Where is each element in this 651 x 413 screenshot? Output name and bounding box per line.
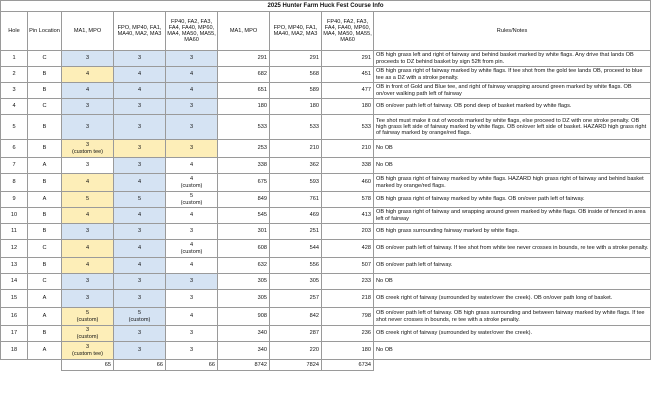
par-ma1-cell: 4: [62, 240, 114, 258]
pin-cell: A: [28, 342, 62, 360]
par-fpo-cell: 4: [114, 67, 166, 83]
length-fpo-cell: 251: [270, 224, 322, 240]
empty-cell: [28, 360, 62, 371]
length-fpo-cell: 761: [270, 192, 322, 208]
total-par-fp40: 66: [166, 360, 218, 371]
length-ma1-cell: 545: [218, 208, 270, 224]
hole-cell: 5: [1, 115, 28, 140]
par-fpo-cell: 3: [114, 140, 166, 158]
table-row: [1, 208, 651, 224]
par-fp40-cell: 3: [166, 51, 218, 67]
par-fpo-cell: 5 (custom): [114, 308, 166, 326]
pin-cell: B: [28, 83, 62, 99]
table-row: [1, 51, 651, 67]
table-row: [1, 83, 651, 99]
par-fp40-cell: 3: [166, 274, 218, 290]
pin-cell: B: [28, 326, 62, 342]
par-fp40-cell: 4: [166, 208, 218, 224]
hole-cell: 4: [1, 99, 28, 115]
table-row: [1, 274, 651, 290]
pin-cell: C: [28, 240, 62, 258]
hole-cell: 18: [1, 342, 28, 360]
notes-cell: OB on/over path left of fairway.: [374, 258, 651, 274]
length-ma1-cell: 651: [218, 83, 270, 99]
par-fp40-cell: 3: [166, 99, 218, 115]
table-row: [1, 140, 651, 158]
pin-cell: A: [28, 308, 62, 326]
par-fpo-cell: 3: [114, 158, 166, 174]
length-fp40-cell: 533: [322, 115, 374, 140]
notes-cell: OB high grass right of fairway marked by white flags. If tee shot from the gold tee lands OB, proceed to blue tee as a DZ with a stroke penalty.: [374, 67, 651, 83]
pin-cell: C: [28, 51, 62, 67]
col-header-notes: Rules/Notes: [374, 12, 651, 51]
length-fp40-cell: 236: [322, 326, 374, 342]
par-fpo-cell: 5: [114, 192, 166, 208]
par-fpo-cell: 4: [114, 208, 166, 224]
par-fp40-cell: 3: [166, 140, 218, 158]
par-ma1-cell: 3 (custom tee): [62, 140, 114, 158]
length-fpo-cell: 291: [270, 51, 322, 67]
pin-cell: A: [28, 192, 62, 208]
table-row: [1, 99, 651, 115]
hole-cell: 15: [1, 290, 28, 308]
par-ma1-cell: 3 (custom tee): [62, 342, 114, 360]
par-fpo-cell: 4: [114, 240, 166, 258]
length-fpo-cell: 533: [270, 115, 322, 140]
table-row: [1, 192, 651, 208]
par-fpo-cell: 3: [114, 342, 166, 360]
length-ma1-cell: 675: [218, 174, 270, 192]
par-fp40-cell: 4: [166, 308, 218, 326]
length-ma1-cell: 305: [218, 274, 270, 290]
length-ma1-cell: 340: [218, 326, 270, 342]
total-length-fp40: 6734: [322, 360, 374, 371]
hole-cell: 17: [1, 326, 28, 342]
par-fp40-cell: 4 (custom): [166, 240, 218, 258]
notes-cell: No OB: [374, 342, 651, 360]
empty-cell: [1, 360, 28, 371]
notes-cell: OB creek right of fairway (surrounded by water/over the creek). OB on/over path long of basket.: [374, 290, 651, 308]
par-fpo-cell: 3: [114, 99, 166, 115]
par-ma1-cell: 3 (custom): [62, 326, 114, 342]
par-fp40-cell: 3: [166, 115, 218, 140]
par-fpo-cell: 3: [114, 326, 166, 342]
par-ma1-cell: 3: [62, 158, 114, 174]
par-ma1-cell: 3: [62, 290, 114, 308]
table-row: [1, 240, 651, 258]
pin-cell: B: [28, 174, 62, 192]
hole-cell: 2: [1, 67, 28, 83]
par-fp40-cell: 3: [166, 224, 218, 240]
hole-cell: 13: [1, 258, 28, 274]
notes-cell: OB on/over path left of fairway. OB pond deep of basket marked by white flags.: [374, 99, 651, 115]
sheet-title: 2025 Hunter Farm Huck Fest Course Info: [1, 1, 651, 12]
col-header-len-fpo: FPO, MP40, FA1, MA40, MA2, MA3: [270, 12, 322, 51]
col-header-par-fp40: FP40, FA2, FA3, FA4, FA40, MP60, MA4, MA50, MA55, MA60: [166, 12, 218, 51]
total-length-ma1: 8742: [218, 360, 270, 371]
length-fpo-cell: 469: [270, 208, 322, 224]
col-header-len-ma1: MA1, MPO: [218, 12, 270, 51]
par-fp40-cell: 3: [166, 290, 218, 308]
pin-cell: B: [28, 224, 62, 240]
length-fp40-cell: 798: [322, 308, 374, 326]
length-fp40-cell: 451: [322, 67, 374, 83]
par-ma1-cell: 5 (custom): [62, 308, 114, 326]
pin-cell: B: [28, 115, 62, 140]
par-fpo-cell: 3: [114, 274, 166, 290]
pin-cell: B: [28, 67, 62, 83]
notes-cell: OB creek right of fairway (surrounded by water/over the creek).: [374, 326, 651, 342]
par-fpo-cell: 3: [114, 51, 166, 67]
par-fp40-cell: 4 (custom): [166, 174, 218, 192]
par-ma1-cell: 3: [62, 99, 114, 115]
par-fp40-cell: 4: [166, 67, 218, 83]
col-header-par-fpo: FPO, MP40, FA1, MA40, MA2, MA3: [114, 12, 166, 51]
length-fp40-cell: 218: [322, 290, 374, 308]
hole-cell: 1: [1, 51, 28, 67]
total-par-ma1: 65: [62, 360, 114, 371]
length-fpo-cell: 362: [270, 158, 322, 174]
empty-cell: [374, 360, 651, 371]
length-fp40-cell: 338: [322, 158, 374, 174]
par-fpo-cell: 4: [114, 83, 166, 99]
par-ma1-cell: 5: [62, 192, 114, 208]
length-fpo-cell: 257: [270, 290, 322, 308]
hole-cell: 7: [1, 158, 28, 174]
pin-cell: B: [28, 258, 62, 274]
par-ma1-cell: 3: [62, 51, 114, 67]
total-length-fpo: 7824: [270, 360, 322, 371]
pin-cell: A: [28, 290, 62, 308]
par-ma1-cell: 4: [62, 83, 114, 99]
table-row: [1, 258, 651, 274]
length-fp40-cell: 578: [322, 192, 374, 208]
length-fpo-cell: 180: [270, 99, 322, 115]
length-ma1-cell: 180: [218, 99, 270, 115]
col-header-pin: Pin Location: [28, 12, 62, 51]
par-fpo-cell: 4: [114, 258, 166, 274]
notes-cell: No OB: [374, 158, 651, 174]
length-fp40-cell: 413: [322, 208, 374, 224]
notes-cell: OB high grass right of fairway marked by white flags. HAZARD high grass right of fairway and behind basket marked by orange/red flags.: [374, 174, 651, 192]
par-fp40-cell: 3: [166, 326, 218, 342]
pin-cell: C: [28, 99, 62, 115]
table-row: [1, 308, 651, 326]
notes-cell: No OB: [374, 140, 651, 158]
par-fp40-cell: 4: [166, 258, 218, 274]
length-fp40-cell: 203: [322, 224, 374, 240]
length-fpo-cell: 593: [270, 174, 322, 192]
hole-cell: 9: [1, 192, 28, 208]
par-fpo-cell: 3: [114, 290, 166, 308]
hole-cell: 3: [1, 83, 28, 99]
length-ma1-cell: 608: [218, 240, 270, 258]
length-ma1-cell: 338: [218, 158, 270, 174]
length-fpo-cell: 305: [270, 274, 322, 290]
table-row: [1, 342, 651, 360]
length-fpo-cell: 568: [270, 67, 322, 83]
length-fpo-cell: 287: [270, 326, 322, 342]
length-fp40-cell: 477: [322, 83, 374, 99]
par-fpo-cell: 4: [114, 174, 166, 192]
par-ma1-cell: 4: [62, 174, 114, 192]
length-ma1-cell: 849: [218, 192, 270, 208]
table-row: [1, 224, 651, 240]
pin-cell: B: [28, 208, 62, 224]
length-fpo-cell: 556: [270, 258, 322, 274]
table-row: [1, 174, 651, 192]
hole-cell: 12: [1, 240, 28, 258]
col-header-par-ma1: MA1, MPO: [62, 12, 114, 51]
par-fp40-cell: 5 (custom): [166, 192, 218, 208]
length-ma1-cell: 291: [218, 51, 270, 67]
length-fp40-cell: 180: [322, 99, 374, 115]
notes-cell: OB high grass right of fairway marked by white flags. OB on/over path left of fairway.: [374, 192, 651, 208]
length-fp40-cell: 180: [322, 342, 374, 360]
par-ma1-cell: 4: [62, 67, 114, 83]
length-ma1-cell: 305: [218, 290, 270, 308]
notes-cell: OB high grass surrounding fairway marked by white flags.: [374, 224, 651, 240]
pin-cell: A: [28, 158, 62, 174]
table-row: [1, 290, 651, 308]
par-fpo-cell: 3: [114, 115, 166, 140]
table-row: [1, 115, 651, 140]
par-fpo-cell: 3: [114, 224, 166, 240]
length-fpo-cell: 842: [270, 308, 322, 326]
table-row: [1, 67, 651, 83]
length-fp40-cell: 428: [322, 240, 374, 258]
par-ma1-cell: 3: [62, 274, 114, 290]
notes-cell: OB in front of Gold and Blue tee, and right of fairway wrapping around green marked by white flags. OB on/over walking path left of fairway: [374, 83, 651, 99]
par-fp40-cell: 4: [166, 158, 218, 174]
par-ma1-cell: 3: [62, 224, 114, 240]
notes-cell: No OB: [374, 274, 651, 290]
hole-cell: 10: [1, 208, 28, 224]
length-ma1-cell: 340: [218, 342, 270, 360]
notes-cell: OB on/over path left of fairway. OB high grass surrounding and between fairway marked by white flags. If tee shot never crosses in bounds, re tee with a stroke penalty.: [374, 308, 651, 326]
length-fpo-cell: 220: [270, 342, 322, 360]
length-fpo-cell: 544: [270, 240, 322, 258]
length-ma1-cell: 253: [218, 140, 270, 158]
notes-cell: OB high grass left and right of fairway and behind basket marked by white flags. Any drive that lands OB proceeds to DZ behind basket by sign 52ft from pin.: [374, 51, 651, 67]
hole-cell: 14: [1, 274, 28, 290]
pin-cell: C: [28, 274, 62, 290]
length-ma1-cell: 301: [218, 224, 270, 240]
length-fp40-cell: 210: [322, 140, 374, 158]
par-fp40-cell: 4: [166, 83, 218, 99]
table-row: [1, 158, 651, 174]
pin-cell: B: [28, 140, 62, 158]
length-fp40-cell: 291: [322, 51, 374, 67]
length-ma1-cell: 908: [218, 308, 270, 326]
hole-cell: 6: [1, 140, 28, 158]
length-ma1-cell: 632: [218, 258, 270, 274]
table-row: [1, 326, 651, 342]
hole-cell: 8: [1, 174, 28, 192]
par-fp40-cell: 3: [166, 342, 218, 360]
col-header-len-fp40: FP40, FA2, FA3, FA4, FA40, MP60, MA4, MA50, MA55, MA60: [322, 12, 374, 51]
length-fpo-cell: 589: [270, 83, 322, 99]
length-fpo-cell: 210: [270, 140, 322, 158]
notes-cell: OB high grass right of fairway and wrapping around green marked by white flags. OB inside of fenced in area left of fairway: [374, 208, 651, 224]
par-ma1-cell: 4: [62, 258, 114, 274]
notes-cell: OB on/over path left of fairway. If tee shot from white tee never crosses in bounds, re tee with a stroke penalty.: [374, 240, 651, 258]
length-ma1-cell: 533: [218, 115, 270, 140]
header-row: [1, 12, 651, 51]
length-fp40-cell: 460: [322, 174, 374, 192]
length-ma1-cell: 682: [218, 67, 270, 83]
length-fp40-cell: 233: [322, 274, 374, 290]
total-par-fpo: 66: [114, 360, 166, 371]
col-header-hole: Hole: [1, 12, 28, 51]
length-fp40-cell: 507: [322, 258, 374, 274]
hole-cell: 11: [1, 224, 28, 240]
hole-cell: 16: [1, 308, 28, 326]
par-ma1-cell: 3: [62, 115, 114, 140]
totals-row: [1, 360, 651, 371]
notes-cell: Tee shot must make it out of woods marked by white flags, else proceed to DZ with one stroke penalty. OB high grass left side of fairway marked by white flags. OB on/over left side of basket. HAZARD high grass right of fairway marked by orange/red flags.: [374, 115, 651, 140]
par-ma1-cell: 4: [62, 208, 114, 224]
